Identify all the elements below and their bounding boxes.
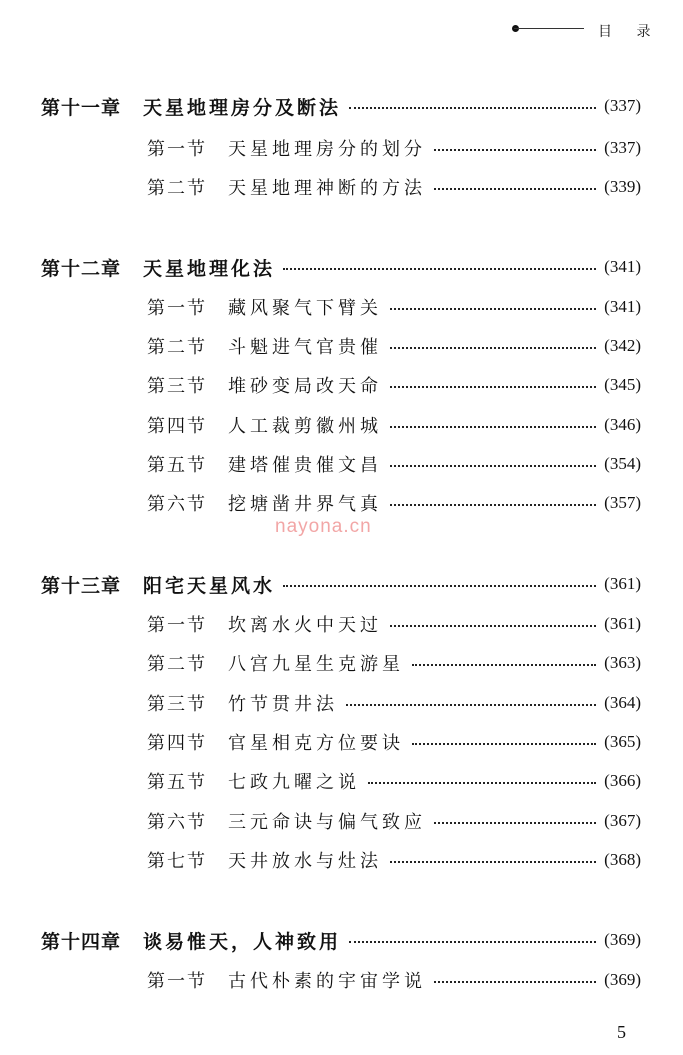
page-reference: (367): [604, 811, 641, 830]
page-reference: (361): [604, 574, 641, 593]
dot-leader: [368, 782, 596, 784]
section-label: 第一节: [147, 615, 207, 636]
section-title: 堆砂变局改天命: [228, 376, 382, 397]
page-reference: (364): [604, 693, 641, 712]
toc-section-row: [147, 610, 641, 638]
section-title: 古代朴素的宇宙学说: [228, 971, 426, 992]
toc-section-row: [147, 767, 641, 795]
section-label: 第二节: [147, 654, 207, 675]
page-number: 5: [617, 1022, 626, 1042]
section-title: 七政九曜之说: [228, 772, 360, 793]
page-reference: (363): [604, 653, 641, 672]
dot-leader: [434, 822, 596, 824]
dot-leader: [349, 941, 596, 943]
section-label: 第五节: [147, 455, 207, 476]
section-label: 第七节: [147, 851, 207, 872]
chapter-label: 第十三章: [41, 574, 122, 597]
page-reference: (341): [604, 257, 641, 276]
dot-leader: [390, 465, 596, 467]
page-reference: (339): [604, 177, 641, 196]
section-title: 竹节贯井法: [228, 694, 338, 715]
dot-leader: [434, 149, 596, 151]
toc-chapter-row: [41, 253, 641, 281]
toc-section-row: [147, 846, 641, 874]
dot-leader: [390, 861, 596, 863]
toc-chapter-row: [41, 570, 641, 598]
dot-leader: [390, 504, 596, 506]
section-title: 坎离水火中天过: [228, 615, 382, 636]
toc-section-row: [147, 689, 641, 717]
page-reference: (368): [604, 850, 641, 869]
section-title: 天井放水与灶法: [228, 851, 382, 872]
page-reference: (337): [604, 96, 641, 115]
chapter-label: 第十四章: [41, 930, 122, 953]
toc-section-row: [147, 173, 641, 201]
toc-chapter-row: [41, 92, 641, 120]
header-title: 目 录: [598, 24, 661, 40]
page-reference: (357): [604, 493, 641, 512]
toc-chapter-row: [41, 926, 641, 954]
chapter-title: 天星地理房分及断法: [143, 96, 342, 119]
page-reference: (354): [604, 454, 641, 473]
page-reference: (337): [604, 138, 641, 157]
section-label: 第一节: [147, 139, 207, 160]
toc-section-row: [147, 371, 641, 399]
section-title: 三元命诀与偏气致应: [228, 812, 426, 833]
toc-section-row: [147, 134, 641, 162]
toc-section-row: [147, 332, 641, 360]
page-reference: (365): [604, 732, 641, 751]
dot-leader: [283, 268, 596, 270]
chapter-title: 天星地理化法: [143, 257, 276, 280]
page-reference: (341): [604, 297, 641, 316]
dot-leader: [390, 426, 596, 428]
dot-leader: [346, 704, 596, 706]
header-rule: [514, 28, 584, 29]
dot-leader: [412, 664, 596, 666]
section-title: 建塔催贵催文昌: [228, 455, 382, 476]
section-label: 第二节: [147, 178, 207, 199]
page-reference: (366): [604, 771, 641, 790]
chapter-title: 谈易惟天，人神致用: [143, 930, 342, 953]
section-title: 八宫九星生克游星: [228, 654, 404, 675]
section-label: 第三节: [147, 376, 207, 397]
dot-leader: [434, 188, 596, 190]
dot-leader: [349, 107, 596, 109]
dot-leader: [390, 625, 596, 627]
dot-leader: [390, 347, 596, 349]
section-title: 人工裁剪徽州城: [228, 416, 382, 437]
dot-leader: [434, 981, 596, 983]
watermark: nayona.cn: [275, 516, 372, 537]
section-title: 藏风聚气下臂关: [228, 298, 382, 319]
page-reference: (342): [604, 336, 641, 355]
dot-leader: [283, 585, 596, 587]
toc-section-row: [147, 649, 641, 677]
page-reference: (369): [604, 930, 641, 949]
section-label: 第一节: [147, 298, 207, 319]
chapter-label: 第十二章: [41, 257, 122, 280]
chapter-title: 阳宅天星风水: [143, 574, 276, 597]
page-reference: (345): [604, 375, 641, 394]
section-label: 第三节: [147, 694, 207, 715]
toc-section-row: [147, 807, 641, 835]
section-title: 挖塘凿井界气真: [228, 494, 382, 515]
section-title: 官星相克方位要诀: [228, 733, 404, 754]
section-label: 第四节: [147, 416, 207, 437]
section-title: 天星地理神断的方法: [228, 178, 426, 199]
dot-leader: [412, 743, 596, 745]
page-reference: (361): [604, 614, 641, 633]
toc-section-row: [147, 728, 641, 756]
section-label: 第六节: [147, 494, 207, 515]
section-label: 第四节: [147, 733, 207, 754]
section-title: 天星地理房分的划分: [228, 139, 426, 160]
toc-section-row: [147, 489, 641, 517]
dot-leader: [390, 386, 596, 388]
section-label: 第二节: [147, 337, 207, 358]
section-label: 第五节: [147, 772, 207, 793]
dot-leader: [390, 308, 596, 310]
page-reference: (369): [604, 970, 641, 989]
toc-section-row: [147, 450, 641, 478]
toc-section-row: [147, 966, 641, 994]
section-label: 第六节: [147, 812, 207, 833]
page-reference: (346): [604, 415, 641, 434]
chapter-label: 第十一章: [41, 96, 122, 119]
toc-section-row: [147, 293, 641, 321]
toc-section-row: [147, 411, 641, 439]
section-label: 第一节: [147, 971, 207, 992]
section-title: 斗魁进气官贵催: [228, 337, 382, 358]
